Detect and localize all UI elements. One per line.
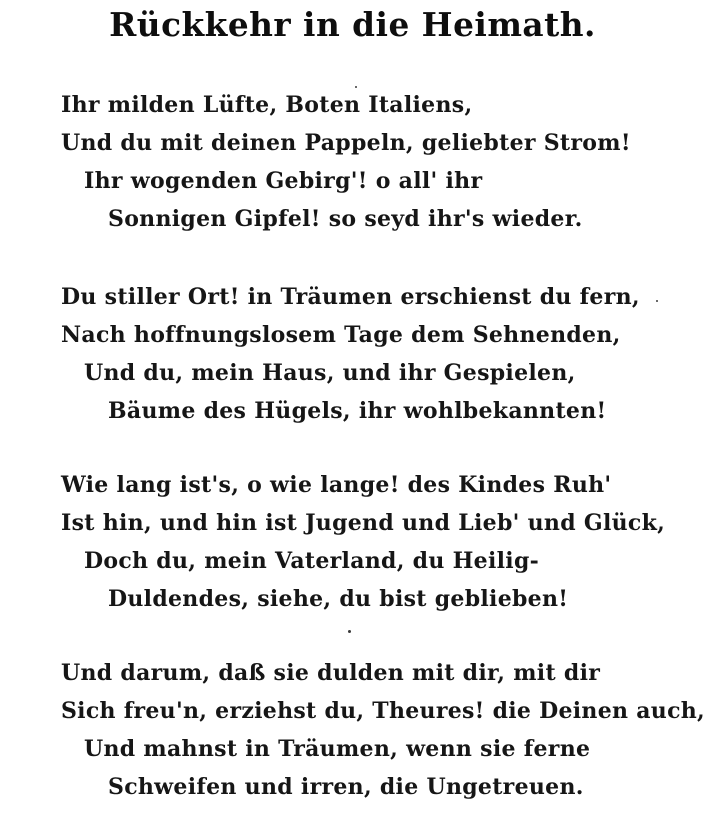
verse-line: Sonnigen Gipfel! so seyd ihr's wieder. bbox=[108, 206, 583, 232]
verse-line: Und darum, daß sie dulden mit dir, mit dir bbox=[61, 660, 601, 686]
verse-line: Ihr wogenden Gebirg'! o all' ihr bbox=[84, 168, 483, 194]
verse-line: Bäume des Hügels, ihr wohlbekannten! bbox=[108, 398, 607, 424]
poem-title: Rückkehr in die Heimath. bbox=[109, 5, 596, 44]
verse-line: Ist hin, und hin ist Jugend und Lieb' und Glück, bbox=[61, 510, 666, 536]
verse-line: Du stiller Ort! in Träumen erschienst du fern, bbox=[61, 284, 640, 310]
verse-line: Und du mit deinen Pappeln, geliebter Strom! bbox=[61, 130, 631, 156]
scan-speck bbox=[348, 630, 351, 633]
verse-line: Und mahnst in Träumen, wenn sie ferne bbox=[84, 736, 591, 762]
verse-line: Doch du, mein Vaterland, du Heilig- bbox=[84, 548, 540, 574]
scan-speck bbox=[355, 86, 357, 88]
verse-line: Schweifen und irren, die Ungetreuen. bbox=[108, 774, 584, 800]
verse-line: Duldendes, siehe, du bist geblieben! bbox=[108, 586, 569, 612]
verse-line: Ihr milden Lüfte, Boten Italiens, bbox=[61, 92, 473, 118]
verse-line: Und du, mein Haus, und ihr Gespielen, bbox=[84, 360, 576, 386]
verse-line: Nach hoffnungslosem Tage dem Sehnenden, bbox=[61, 322, 621, 348]
scan-speck bbox=[656, 300, 658, 302]
verse-line: Wie lang ist's, o wie lange! des Kindes Ruh' bbox=[61, 472, 612, 498]
verse-line: Sich freu'n, erziehst du, Theures! die Deinen auch, bbox=[61, 698, 706, 724]
